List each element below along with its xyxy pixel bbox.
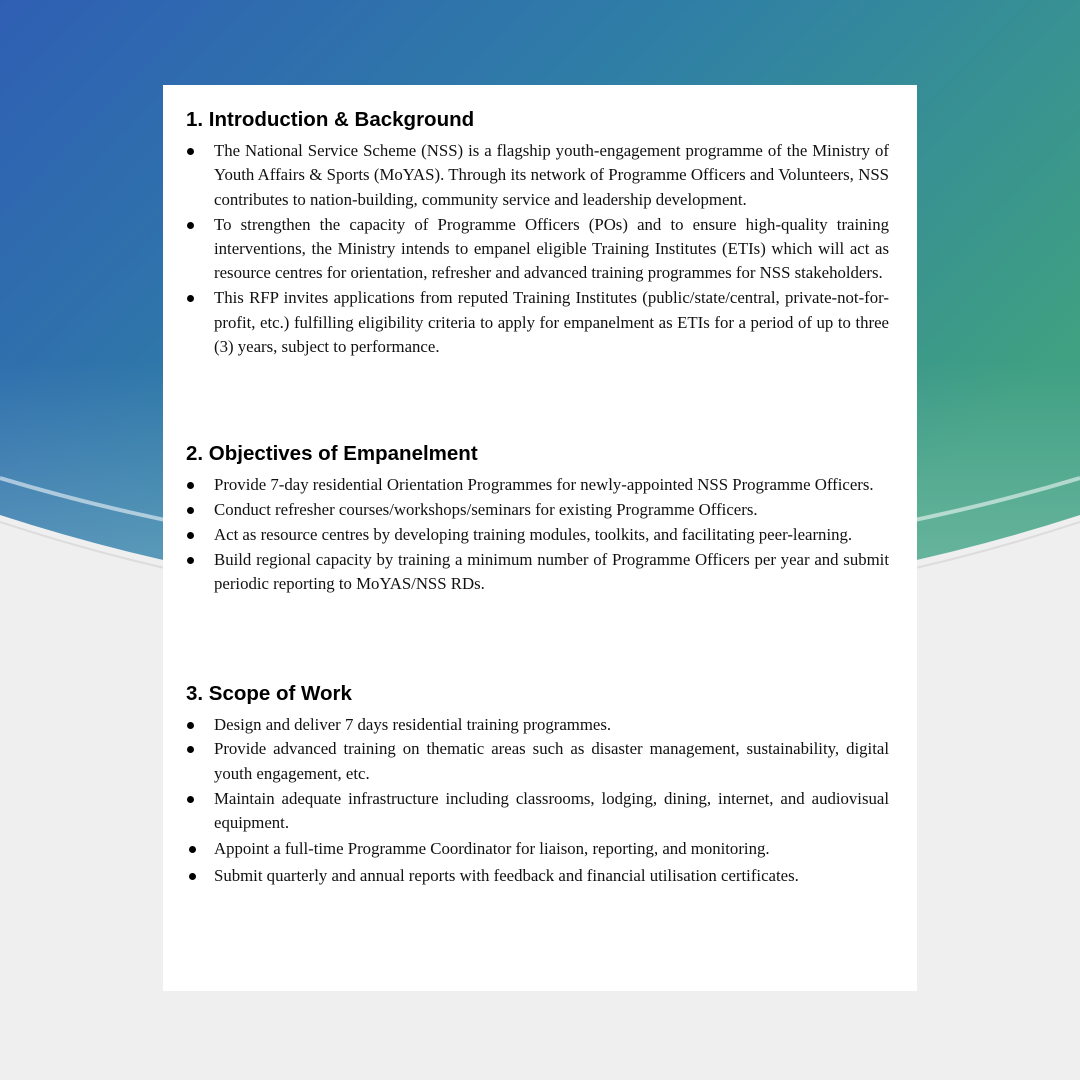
- bullet-icon: [187, 746, 194, 753]
- list-item: Build regional capacity by training a minimum number of Programme Officers per year and submit periodic reporting to MoYAS/NSS RDs.: [186, 548, 889, 597]
- document-page: [163, 85, 917, 991]
- list-item: Submit quarterly and annual reports with feedback and financial utilisation certificates.: [186, 864, 889, 888]
- bullet-icon: [187, 295, 194, 302]
- section-objectives: [186, 441, 889, 596]
- section-introduction: [186, 107, 889, 359]
- bullet-icon: [187, 796, 194, 803]
- list-item: To strengthen the capacity of Programme Officers (POs) and to ensure high-quality training interventions, the Ministry intends to empanel eligible Training Institutes (ETIs) which will act as resource centres for orientation, refresher and advanced training programmes for NSS stakeholders.: [186, 213, 889, 286]
- bullet-list: [186, 713, 889, 889]
- list-item: Provide advanced training on thematic areas such as disaster management, sustainability, digital youth engagement, etc.: [186, 737, 889, 786]
- bullet-icon: [189, 873, 196, 880]
- list-item: Conduct refresher courses/workshops/seminars for existing Programme Officers.: [186, 498, 889, 522]
- list-item: Maintain adequate infrastructure including classrooms, lodging, dining, internet, and audiovisual equipment.: [186, 787, 889, 836]
- bullet-icon: [187, 482, 194, 489]
- bullet-icon: [187, 148, 194, 155]
- list-item: Appoint a full-time Programme Coordinator for liaison, reporting, and monitoring.: [186, 837, 889, 861]
- list-item: Design and deliver 7 days residential training programmes.: [186, 713, 889, 737]
- bullet-icon: [187, 722, 194, 729]
- list-item: The National Service Scheme (NSS) is a flagship youth-engagement programme of the Ministry of Youth Affairs & Sports (MoYAS). Through its network of Programme Officers and Volunteers, NSS contributes to nation-building, community service and leadership development.: [186, 139, 889, 212]
- list-item: Act as resource centres by developing training modules, toolkits, and facilitating peer-learning.: [186, 523, 889, 547]
- bullet-icon: [187, 507, 194, 514]
- section-scope-of-work: [186, 681, 889, 889]
- section-heading: 3. Scope of Work: [186, 681, 352, 705]
- section-heading: 1. Introduction & Background: [186, 108, 475, 131]
- bullet-list: [186, 139, 889, 359]
- bullet-icon: [189, 846, 196, 853]
- list-item: This RFP invites applications from reputed Training Institutes (public/state/central, private-not-for-profit, etc.) fulfilling eligibility criteria to apply for empanelment as ETIs for a period of up to three (3) years, subject to performance.: [186, 286, 889, 359]
- bullet-icon: [187, 222, 194, 229]
- list-item: Provide 7-day residential Orientation Programmes for newly-appointed NSS Programme Officers.: [186, 473, 889, 497]
- bullet-icon: [187, 532, 194, 539]
- bullet-icon: [187, 557, 194, 564]
- section-heading: 2. Objectives of Empanelment: [186, 442, 478, 466]
- bullet-list: [186, 473, 889, 596]
